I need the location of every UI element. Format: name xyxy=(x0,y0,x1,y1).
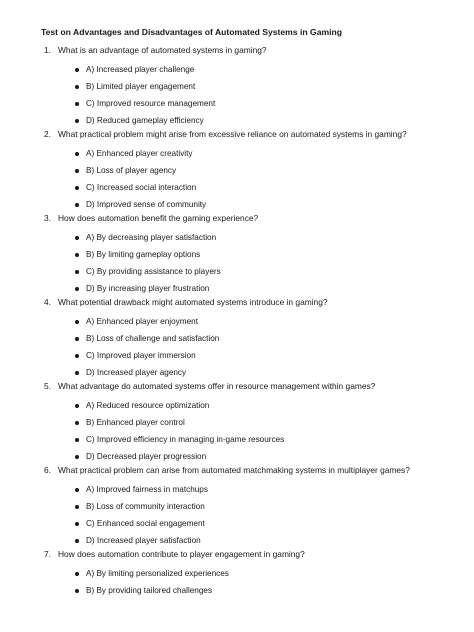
question-text: What practical problem might arise from excessive reliance on automated systems in gaming? xyxy=(58,129,407,139)
answer-option xyxy=(0,418,420,430)
answer-option xyxy=(0,99,420,111)
question-number: 6. xyxy=(44,465,51,475)
answer-option xyxy=(0,166,420,178)
question-number: 5. xyxy=(44,381,51,391)
answer-option-text: A) Improved fairness in matchups xyxy=(86,485,208,494)
bullet-icon xyxy=(75,270,79,274)
bullet-icon xyxy=(75,589,79,593)
bullet-icon xyxy=(75,85,79,89)
answer-option-text: D) Improved sense of community xyxy=(86,200,207,209)
answer-option xyxy=(0,351,420,363)
bullet-icon xyxy=(75,404,79,408)
answer-option-text: D) Increased player agency xyxy=(86,368,187,377)
bullet-icon xyxy=(75,102,79,106)
answer-option xyxy=(0,368,420,380)
bullet-icon xyxy=(75,438,79,442)
answer-option-text: A) Increased player challenge xyxy=(86,65,195,74)
answer-option xyxy=(0,435,420,447)
answer-option xyxy=(0,586,420,598)
answer-option-text: B) Loss of community interaction xyxy=(86,502,205,511)
answer-option-text: A) Reduced resource optimization xyxy=(86,401,210,410)
answer-option-text: C) Improved resource management xyxy=(86,99,216,108)
answer-option xyxy=(0,452,420,464)
answer-option xyxy=(0,519,420,531)
bullet-icon xyxy=(75,488,79,492)
bullet-icon xyxy=(75,354,79,358)
question-number: 7. xyxy=(44,549,51,559)
answer-option-text: D) Decreased player progression xyxy=(86,452,207,461)
bullet-icon xyxy=(75,236,79,240)
bullet-icon xyxy=(75,203,79,207)
answer-option xyxy=(0,284,420,296)
question-text: What potential drawback might automated systems introduce in gaming? xyxy=(58,297,328,307)
answer-option-text: B) Loss of challenge and satisfaction xyxy=(86,334,220,343)
answer-option xyxy=(0,485,420,497)
answer-option xyxy=(0,65,420,77)
bullet-icon xyxy=(75,152,79,156)
answer-option-text: B) Limited player engagement xyxy=(86,82,196,91)
question-text: What is an advantage of automated systems in gaming? xyxy=(58,45,267,55)
answer-option xyxy=(0,149,420,161)
answer-option xyxy=(0,267,420,279)
answer-option-text: B) By providing tailored challenges xyxy=(86,586,213,595)
question-text: What advantage do automated systems offer in resource management within games? xyxy=(58,381,376,391)
answer-option xyxy=(0,82,420,94)
bullet-icon xyxy=(75,371,79,375)
answer-option xyxy=(0,502,420,514)
bullet-icon xyxy=(75,455,79,459)
bullet-icon xyxy=(75,287,79,291)
bullet-icon xyxy=(75,505,79,509)
answer-option xyxy=(0,536,420,548)
answer-option-text: C) Increased social interaction xyxy=(86,183,197,192)
bullet-icon xyxy=(75,539,79,543)
bullet-icon xyxy=(75,522,79,526)
answer-option-text: B) Loss of player agency xyxy=(86,166,177,175)
answer-option xyxy=(0,334,420,346)
bullet-icon xyxy=(75,421,79,425)
answer-option-text: A) Enhanced player enjoyment xyxy=(86,317,198,326)
answer-option-text: B) By limiting gameplay options xyxy=(86,250,201,259)
answer-option xyxy=(0,317,420,329)
answer-option xyxy=(0,233,420,245)
question-text: What practical problem can arise from automated matchmaking systems in multiplayer games? xyxy=(58,465,410,475)
document-title: Test on Advantages and Disadvantages of Automated Systems in Gaming xyxy=(41,27,343,37)
question-number: 3. xyxy=(44,213,51,223)
bullet-icon xyxy=(75,186,79,190)
answer-option-text: D) Reduced gameplay efficiency xyxy=(86,116,204,125)
bullet-icon xyxy=(75,253,79,257)
answer-option-text: C) Enhanced social engagement xyxy=(86,519,205,528)
answer-option xyxy=(0,183,420,195)
answer-option-text: C) By providing assistance to players xyxy=(86,267,221,276)
answer-option xyxy=(0,250,420,262)
bullet-icon xyxy=(75,337,79,341)
bullet-icon xyxy=(75,119,79,123)
answer-option xyxy=(0,116,420,128)
question-number: 1. xyxy=(44,45,51,55)
answer-option-text: C) Improved efficiency in managing in-game resources xyxy=(86,435,285,444)
answer-option xyxy=(0,569,420,581)
answer-option-text: A) Enhanced player creativity xyxy=(86,149,193,158)
bullet-icon xyxy=(75,68,79,72)
answer-option-text: A) By decreasing player satisfaction xyxy=(86,233,217,242)
answer-option-text: D) Increased player satisfaction xyxy=(86,536,201,545)
bullet-icon xyxy=(75,320,79,324)
question-number: 2. xyxy=(44,129,51,139)
answer-option-text: D) By increasing player frustration xyxy=(86,284,210,293)
answer-option-text: C) Improved player immersion xyxy=(86,351,196,360)
answer-option-text: B) Enhanced player control xyxy=(86,418,185,427)
answer-option xyxy=(0,401,420,413)
bullet-icon xyxy=(75,572,79,576)
bullet-icon xyxy=(75,169,79,173)
question-number: 4. xyxy=(44,297,51,307)
answer-option-text: A) By limiting personalized experiences xyxy=(86,569,229,578)
question-text: How does automation contribute to player engagement in gaming? xyxy=(58,549,305,559)
answer-option xyxy=(0,200,420,212)
question-text: How does automation benefit the gaming experience? xyxy=(58,213,259,223)
